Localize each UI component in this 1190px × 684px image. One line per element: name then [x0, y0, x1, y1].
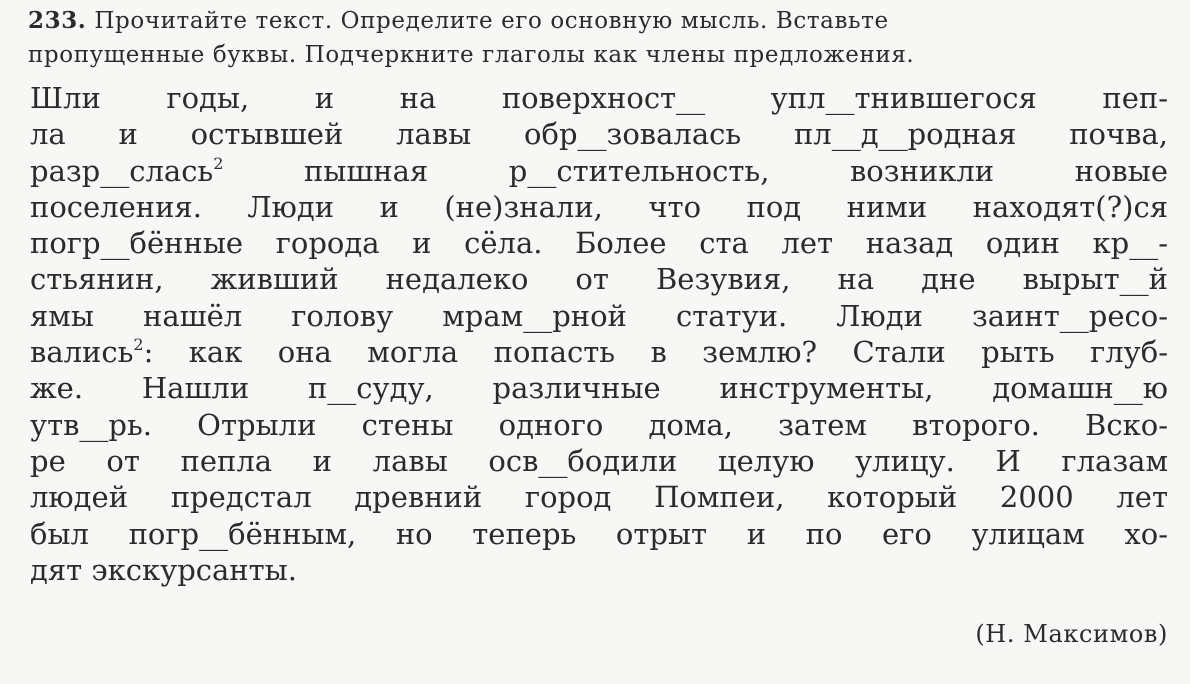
passage-line-text: был погр__бённым, но теперь отрыт и по его улицам хо- — [30, 516, 1168, 551]
passage-line-text: ла и остывшей лавы обр__зовалась пл__д__родная почва, — [30, 117, 1168, 152]
passage-line-text: : как она могла попасть в землю? Стали рыть глуб- — [143, 335, 1168, 370]
passage-line — [30, 479, 1168, 515]
passage-line-text: погр__бённые города и сёла. Более ста лет назад один кр__- — [30, 226, 1168, 261]
passage-line-text: Шли годы, и на поверхност__ упл__тнившегося пеп- — [30, 81, 1168, 115]
passage-line — [30, 80, 1168, 116]
passage-line-text: разр__слась — [30, 153, 214, 188]
instruction-text: пропущенные буквы. Подчеркните глаголы как члены предложения. — [28, 42, 915, 68]
exercise-number: 233. — [28, 7, 87, 34]
passage-line — [30, 516, 1168, 552]
passage-line-text: дят экскурсанты. — [30, 552, 297, 587]
footnote-mark: 2 — [213, 153, 224, 173]
passage-line — [30, 153, 1168, 189]
passage-line-text: поселения. Люди и (не)знали, что под ними находят(?)ся — [30, 189, 1168, 224]
passage-line — [30, 407, 1168, 443]
passage-line — [30, 116, 1168, 152]
passage-line-text: стьянин, живший недалеко от Везувия, на дне вырыт__й — [30, 262, 1168, 297]
passage-line — [30, 189, 1168, 225]
instruction-line — [28, 4, 1168, 38]
passage-line — [30, 298, 1168, 334]
passage-line-text: ямы нашёл голову мрам__рной статуи. Люди заинт__ресо- — [30, 298, 1168, 333]
instruction-text: Прочитайте текст. Определите его основную мысль. Вставьте — [94, 8, 889, 34]
passage-line — [30, 334, 1168, 370]
footnote-mark: 2 — [133, 335, 144, 355]
instruction-line — [28, 38, 1168, 72]
exercise-task — [28, 4, 1168, 72]
passage-line — [30, 552, 1168, 588]
author-attribution: (Н. Максимов) — [975, 620, 1168, 648]
passage-line-text: людей предстал древний город Помпеи, который 2000 лет — [30, 480, 1168, 515]
passage-line-text: вались — [30, 335, 134, 370]
passage-line-text: утв__рь. Отрыли стены одного дома, затем второго. Вско- — [30, 407, 1168, 442]
passage-line-text: пышная р__стительность, возникли новые — [223, 153, 1168, 188]
passage-line — [30, 261, 1168, 297]
passage-line — [30, 443, 1168, 479]
passage-line — [30, 225, 1168, 261]
passage-line-text: ре от пепла и лавы осв__бодили целую улицу. И глазам — [30, 443, 1168, 478]
passage-text — [30, 80, 1168, 588]
passage-line-text: же. Нашли п__суду, различные инструменты, домашн__ю — [30, 371, 1168, 406]
passage-line — [30, 370, 1168, 406]
